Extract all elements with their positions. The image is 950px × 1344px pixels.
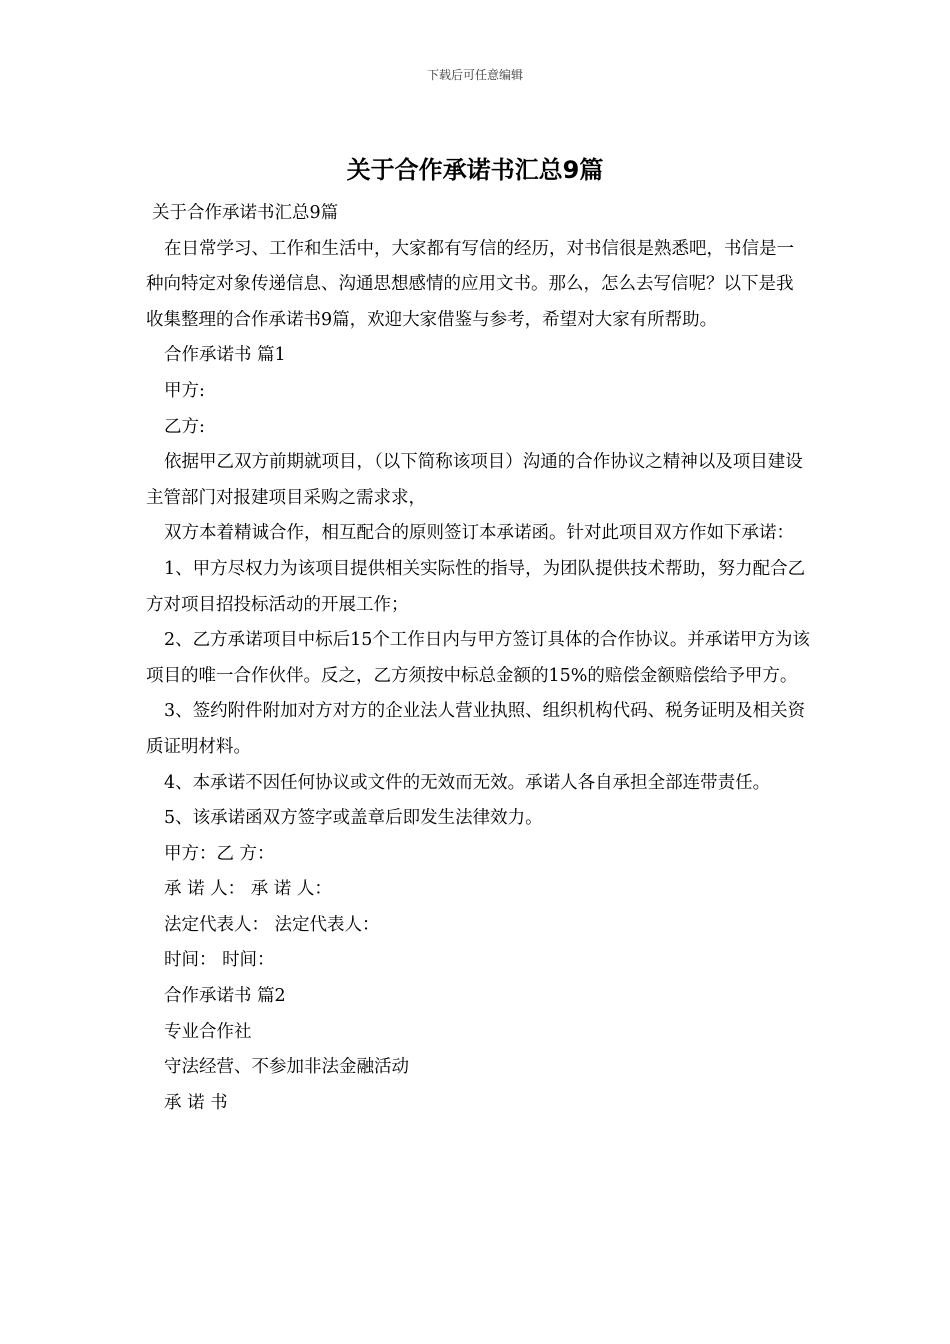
signature-line: 时间： 时间： <box>164 950 275 971</box>
header-note: 下载后可任意编辑 <box>426 68 523 82</box>
paragraph: 守法经营、不参加非法金融活动 <box>164 1057 409 1078</box>
paragraph: 在日常学习、工作和生活中，大家都有写信的经历，对书信很是熟悉吧，书信是一种向特定对象传递信息、沟通思想感情的应用文书。那么，怎么去写信呢？以下是我收集整理的合作承诺书9篇，欢迎大家借鉴与参考，希望对大家有所帮助。 <box>146 238 794 330</box>
paragraph: 乙方: <box>164 416 205 437</box>
list-item: 1、甲方尽权力为该项目提供相关实际性的指导，为团队提供技术帮助，努力配合乙方对项目招投标活动的开展工作； <box>146 558 806 615</box>
list-item: 3、签约附件附加对方对方的企业法人营业执照、组织机构代码、税务证明及相关资质证明材料。 <box>146 701 806 757</box>
paragraph: 双方本着精诚合作，相互配合的原则签订本承诺函。针对此项目双方作如下承诺： <box>164 523 794 544</box>
signature-line: 甲方：乙 方： <box>164 843 275 864</box>
paragraph: 承 诺 书 <box>164 1092 228 1113</box>
list-item: 2、乙方承诺项目中标后15个工作日内与甲方签订具体的合作协议。并承诺甲方为该项目的唯一合作伙伴。反之，乙方须按中标总金额的15%的赔偿金额赔偿给予甲方。 <box>146 630 810 686</box>
document-title: 关于合作承诺书汇总9篇 <box>346 156 604 184</box>
paragraph: 甲方: <box>164 380 205 401</box>
document-body <box>146 196 810 1121</box>
subtitle-line: 关于合作承诺书汇总9篇 <box>152 203 339 223</box>
section-heading: 合作承诺书 篇2 <box>164 986 286 1007</box>
paragraph: 专业合作社 <box>164 1021 252 1042</box>
list-item: 4、本承诺不因任何协议或文件的无效而无效。承诺人各自承担全部连带责任。 <box>164 772 771 793</box>
section-heading: 合作承诺书 篇1 <box>164 345 286 366</box>
paragraph: 依据甲乙双方前期就项目，（以下简称该项目）沟通的合作协议之精神以及项目建设主管部门对报建项目采购之需求求， <box>146 452 803 508</box>
signature-line: 法定代表人： 法定代表人： <box>164 914 380 935</box>
list-item: 5、该承诺函双方签字或盖章后即发生法律效力。 <box>164 808 543 829</box>
signature-line: 承 诺 人： 承 诺 人： <box>164 879 332 900</box>
